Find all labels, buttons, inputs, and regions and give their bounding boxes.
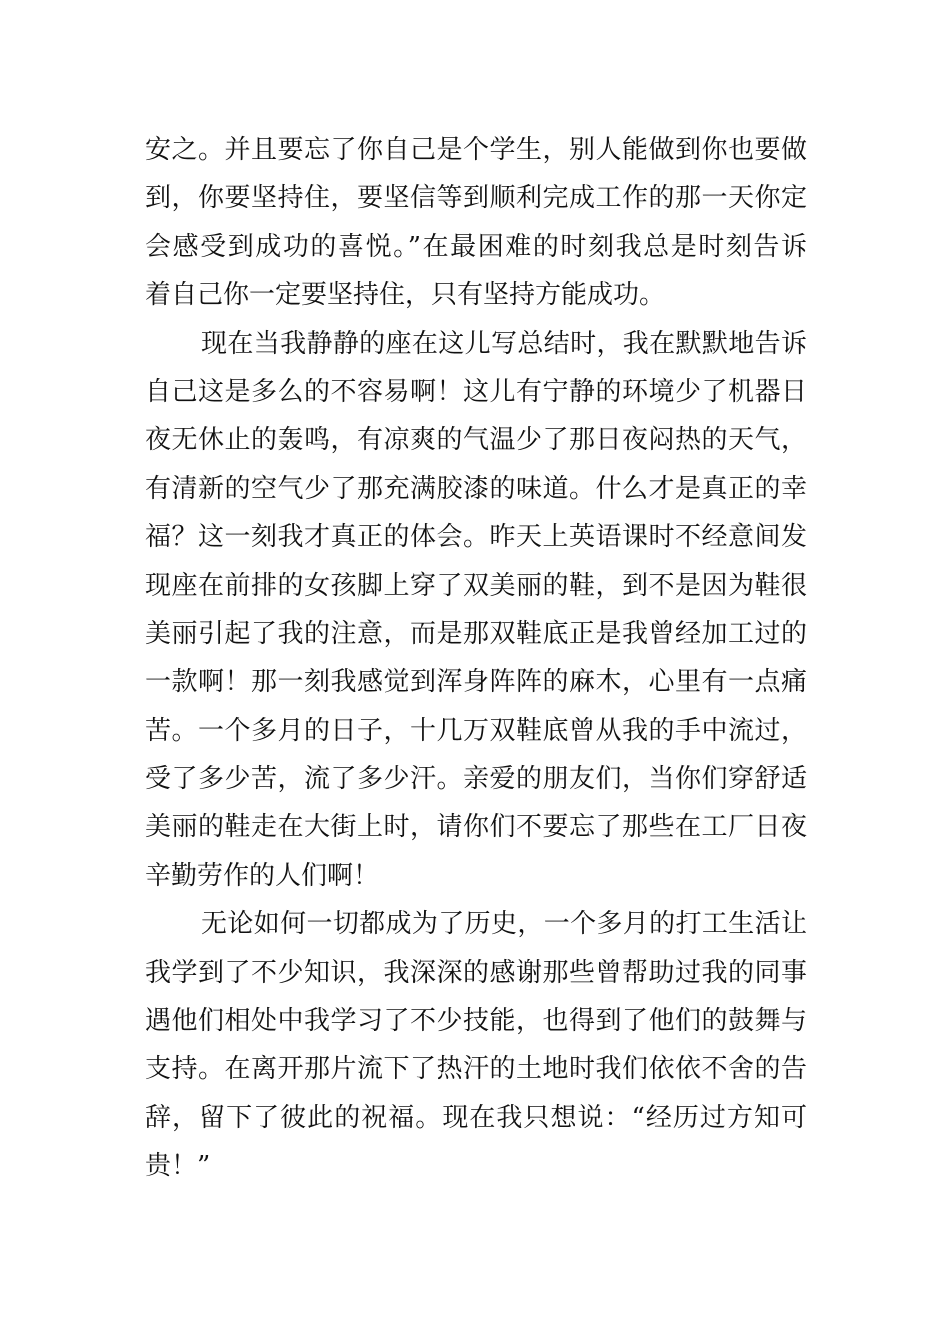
text-line: 受了多少苦，流了多少汗。亲爱的朋友们，当你们穿舒适 [145,764,807,795]
text-line: 我学到了不少知识，我深深的感谢那些曾帮助过我的同事 [145,957,807,988]
paragraph-3 [145,900,807,1190]
text-line: 着自己你一定要坚持住，只有坚持方能成功。 [145,280,666,311]
text-line: 有清新的空气少了那充满胶漆的味道。什么才是真正的幸 [145,473,807,504]
text-line: 现座在前排的女孩脚上穿了双美丽的鞋，到不是因为鞋很 [145,570,807,601]
text-line: 贵！” [145,1151,211,1182]
text-line: 到，你要坚持住，要坚信等到顺利完成工作的那一天你定 [145,183,807,214]
text-line: 会感受到成功的喜悦。”在最困难的时刻我总是时刻告诉 [145,231,807,262]
text-line: 支持。在离开那片流下了热汗的土地时我们依依不舍的告 [145,1054,807,1085]
text-line: 自己这是多么的不容易啊！这儿有宁静的环境少了机器日 [145,376,807,407]
text-line: 夜无休止的轰鸣，有凉爽的气温少了那日夜闷热的天气， [145,425,807,456]
text-line: 辛勤劳作的人们啊！ [145,860,380,891]
text-line: 福？这一刻我才真正的体会。昨天上英语课时不经意间发 [145,522,807,553]
text-line: 无论如何一切都成为了历史，一个多月的打工生活让 [201,909,807,940]
text-line: 美丽引起了我的注意，而是那双鞋底正是我曾经加工过的 [145,618,807,649]
text-line: 苦。一个多月的日子，十几万双鞋底曾从我的手中流过， [145,715,807,746]
paragraph-2 [145,320,807,901]
text-line: 现在当我静静的座在这儿写总结时，我在默默地告诉 [201,328,807,359]
text-line: 辞，留下了彼此的祝福。现在我只想说：“经历过方知可 [145,1102,807,1133]
text-line: 安之。并且要忘了你自己是个学生，别人能做到你也要做 [145,135,807,165]
paragraph-1 [145,126,807,320]
text-line: 遇他们相处中我学习了不少技能，也得到了他们的鼓舞与 [145,1006,807,1037]
text-line: 一款啊！那一刻我感觉到浑身阵阵的麻木，心里有一点痛 [145,667,807,698]
text-line: 美丽的鞋走在大街上时，请你们不要忘了那些在工厂日夜 [145,812,807,843]
document-body [145,126,807,1191]
